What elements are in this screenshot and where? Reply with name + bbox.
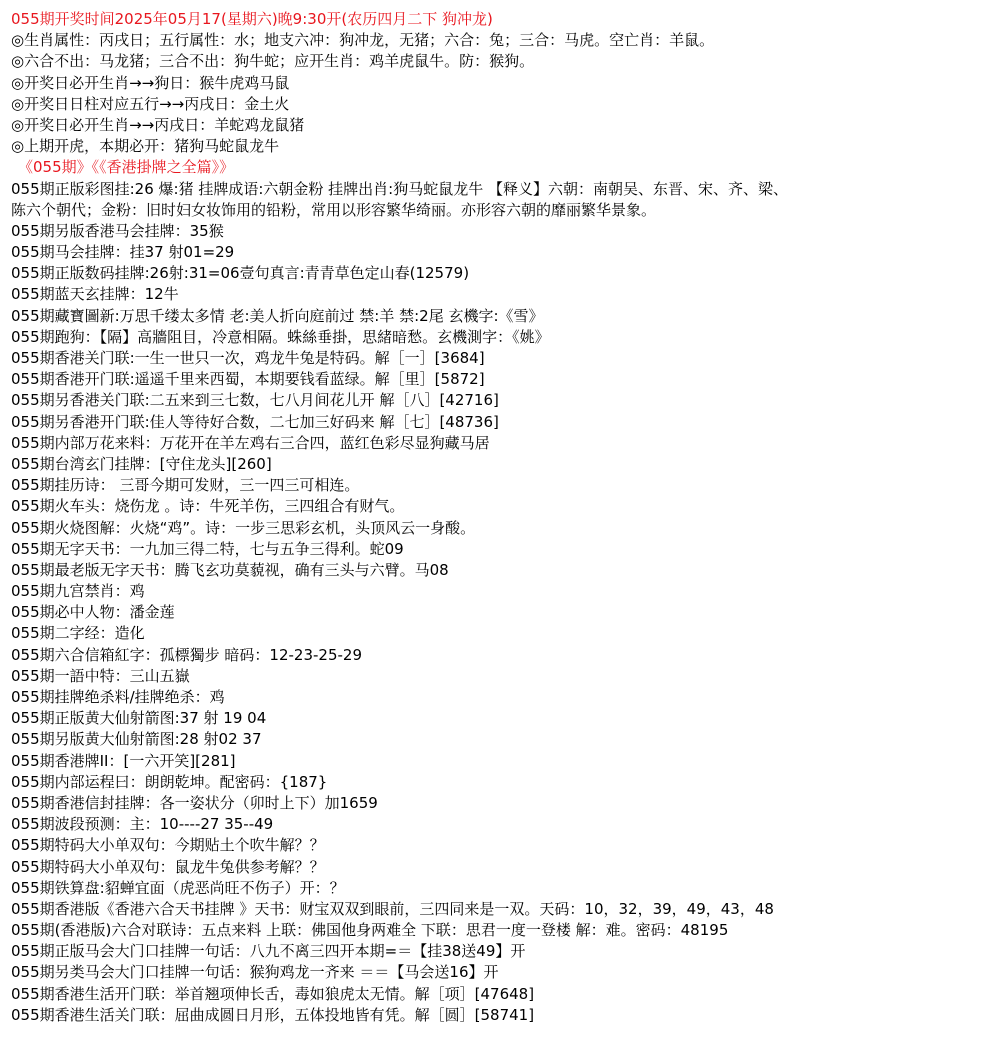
alt-hk-open-couplet: 055期另香港开门联:佳人等待好合数，二七加三好码来 解［七］[48736] bbox=[11, 412, 499, 431]
nine-palace: 055期九宫禁肖：鸡 bbox=[11, 582, 145, 601]
mailbox-red-text: 055期六合信箱紅字：孤標獨步 暗码：12-23-25-29 bbox=[11, 645, 362, 664]
calendar-poem: 055期挂历诗： 三哥今期可发财，三一四三可相连。 bbox=[11, 476, 360, 495]
taiwan-plate: 055期台湾玄门挂牌：[守住龙头][260] bbox=[11, 454, 272, 473]
hk-plate-ii: 055期香港牌II：[一六开笑][281] bbox=[11, 751, 236, 770]
running-dog: 055期跑狗：【隔】高牆阻目，冷意相隔。蛛絲垂掛，思緒暗愁。玄機測字：《姚》 bbox=[11, 327, 550, 346]
hk-envelope: 055期香港信封挂牌：各一姿状分（卯时上下）加1659 bbox=[11, 793, 378, 812]
train-head: 055期火车头：烧伤龙 。诗：牛死羊伤，三四组合有财气。 bbox=[11, 497, 405, 516]
draw-time-title: 055期开奖时间2025年05月17(星期六)晚9:30开(农历四月二下 狗冲龙) bbox=[11, 10, 493, 28]
wordless-book: 055期无字天书：一九加三得二特，七与五争三得利。蛇09 bbox=[11, 539, 404, 558]
treasure-map: 055期藏寶圖新:万思千缕太多情 老:美人折向庭前过 禁:羊 禁:2尾 玄機字:《雪》 bbox=[11, 306, 544, 325]
last-issue-tiger: ◎上期开虎，本期必开：猪狗马蛇鼠龙牛 bbox=[11, 137, 280, 156]
inner-flowers: 055期内部万花来料：万花开在羊左鸡右三合四，蓝红色彩尽显狗藏马居 bbox=[11, 433, 490, 452]
jockey-plate: 055期马会挂牌：挂37 射01=29 bbox=[11, 243, 235, 262]
two-char-classic: 055期二字经：造化 bbox=[11, 624, 145, 643]
life-open-couplet: 055期香港生活开门联：举首翘项伸长舌，毒如狼虎太无情。解［项］[47648] bbox=[11, 984, 535, 1003]
liuhe-not-out: ◎六合不出：马龙猪；三合不出：狗牛蛇；应开生肖：鸡羊虎鼠牛。防：猴狗。 bbox=[11, 52, 535, 71]
day-pillar-elements: ◎开奖日日柱对应五行→→丙戌日：金土火 bbox=[11, 94, 290, 113]
digital-plate: 055期正版数码挂牌:26射:31=06壹句真言:青青草色定山春(12579) bbox=[11, 264, 470, 283]
alt-gate-phrase: 055期另类马会大门口挂牌一句话：猴狗鸡龙一齐来 ＝＝【马会送16】开 bbox=[11, 963, 499, 982]
oldest-wordless-book: 055期最老版无字天书：腾飞玄功莫藐视，确有三头与六臂。马08 bbox=[11, 560, 449, 579]
hk-close-couplet: 055期香港关门联:一生一世只一次，鸡龙牛兔是特码。解［一］[3684] bbox=[11, 349, 485, 367]
official-archer: 055期正版黄大仙射箭图:37 射 19 04 bbox=[11, 709, 267, 728]
iron-abacus: 055期铁算盘:貂蝉宜面（虎恶尚旺不伤子）开：？ bbox=[11, 878, 345, 897]
alt-hk-close-couplet: 055期另香港关门联:二五来到三七数，七八月间花儿开 解［八］[42716] bbox=[11, 391, 499, 410]
life-close-couplet: 055期香港生活关门联：屈曲成圆日月形，五体投地皆有凭。解［圆］[58741] bbox=[11, 1005, 535, 1024]
wave-prediction: 055期波段预测：主：10----27 35--49 bbox=[11, 815, 274, 834]
hk-heavenly-book: 055期香港版《香港六合天书挂牌 》天书：财宝双双到眼前，三四同来是一双。天码：10，32，39，49，43，48 bbox=[11, 899, 774, 918]
blue-sky-plate: 055期蓝天玄挂牌：12牛 bbox=[11, 285, 179, 304]
zodiac-attributes: ◎生肖属性：丙戌日；五行属性：水；地支六冲：狗冲龙，无猪；六合：兔；三合：马虎。空亡肖：羊鼠。 bbox=[11, 31, 715, 50]
inner-fortune: 055期内部运程曰：朗朗乾坤。配密码：{187} bbox=[11, 772, 328, 791]
hk-open-couplet: 055期香港开门联:遥遥千里来西蜀，本期要钱看蓝绿。解［里］[5872] bbox=[11, 370, 485, 389]
bingxu-day-zodiac: ◎开奖日必开生肖→→丙戌日：羊蛇鸡龙鼠猪 bbox=[11, 115, 305, 134]
plate-kill: 055期挂牌绝杀料/挂牌绝杀：鸡 bbox=[11, 688, 225, 706]
dog-day-zodiac: ◎开奖日必开生肖→→狗日：猴牛虎鸡马鼠 bbox=[11, 73, 290, 92]
must-hit-person: 055期必中人物：潘金莲 bbox=[11, 603, 175, 622]
section-heading: 《055期》《《香港掛牌之全篇》》 bbox=[18, 158, 235, 177]
size-parity-2: 055期特码大小单双句：鼠龙牛兔供参考解？？ bbox=[11, 857, 325, 876]
official-picture-line-cont: 陈六个朝代；金粉：旧时妇女妆饰用的铅粉，常用以形容繁华绮丽。亦形容六朝的靡丽繁华景象。 bbox=[11, 200, 657, 219]
alt-archer: 055期另版黄大仙射箭图:28 射02 37 bbox=[11, 730, 262, 749]
one-phrase: 055期一語中特：三山五嶽 bbox=[11, 666, 190, 685]
alt-hk-jockey-plate: 055期另版香港马会挂牌：35猴 bbox=[11, 221, 224, 240]
fire-picture: 055期火烧图解：火烧“鸡”。诗：一步三思彩玄机，头顶风云一身酸。 bbox=[11, 518, 476, 537]
official-gate-phrase: 055期正版马会大门口挂牌一句话：八九不离三四开本期=＝【挂38送49】开 bbox=[11, 942, 526, 961]
hk-couplet-poem: 055期(香港版)六合对联诗：五点来料 上联：佛国他身两难全 下联：思君一度一登楼 解：难。密码：48195 bbox=[11, 921, 729, 940]
size-parity-1: 055期特码大小单双句：今期贴土个吹牛解？？ bbox=[11, 836, 325, 855]
official-picture-line: 055期正版彩图挂:26 爆:猪 挂牌成语:六朝金粉 挂牌出肖:狗马蛇鼠龙牛 【释义】六朝：南朝吴、东晋、宋、齐、梁、 bbox=[11, 179, 789, 198]
